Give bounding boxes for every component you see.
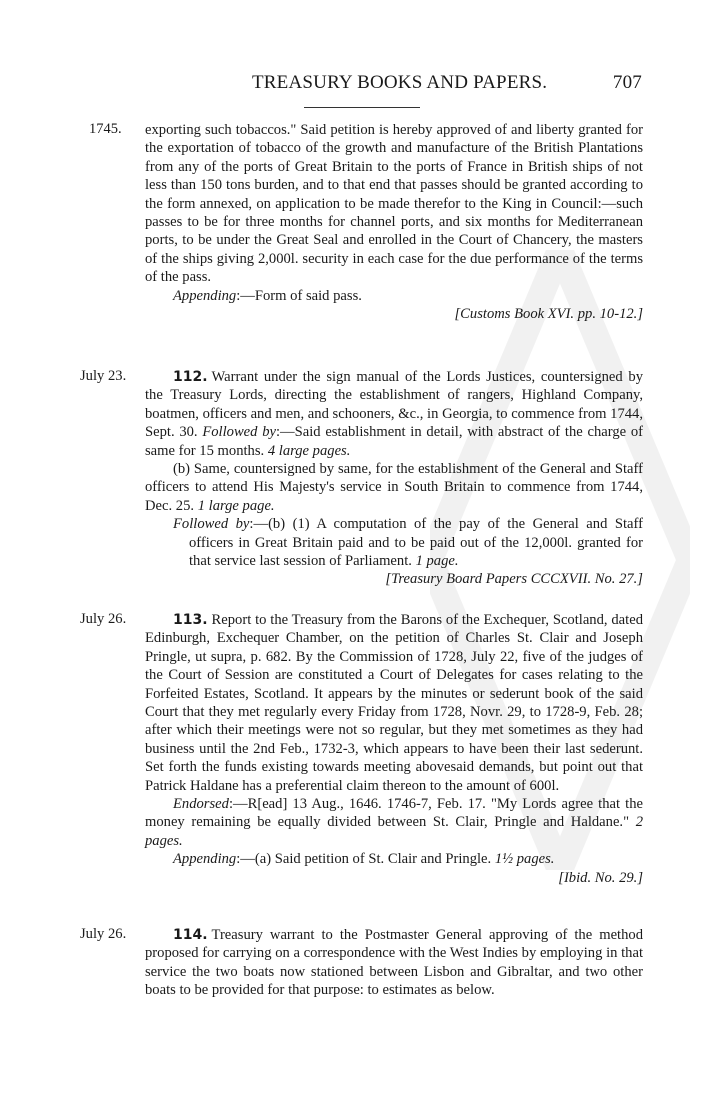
continuation-text: exporting such tobaccos." Said petition is hereby approved of and liberty granted for the exportation of tobacco of the growth and manufacture of the British Plantations from any of the ports of Great Britain to the ports of France in British ships of not less than 150 tons burden, and to that end that passes should be granted according to the form annexed, on application to be made therefor to the King in Council:—such passes to be for three months for channel ports, and six months for Mediterranean ports, to be under the Great Seal and enrolled in the Court of Chancery, the masters of the ships giving 2,000l. security in each case for the due performance of the terms of the pass. bbox=[145, 122, 643, 286]
entry-date-114: July 26. bbox=[80, 926, 127, 942]
entry-113-appending: Appending:—(a) Said petition of St. Clair and Pringle. 1½ pages. bbox=[173, 851, 555, 868]
margin-year: 1745. bbox=[89, 121, 122, 137]
appending-line: Appending:—Form of said pass. bbox=[173, 287, 362, 304]
page-number: 707 bbox=[612, 72, 642, 93]
entry-113-endorsed: Endorsed:—R[ead] 13 Aug., 1646. 1746-7, Feb. 17. "My Lords agree that the money remaining be equally divided between St. Clair, Pringle and Haldane." 2 pages. bbox=[145, 796, 643, 849]
entry-113 bbox=[145, 611, 643, 887]
source-reference: [Treasury Board Papers CCCXVII. No. 27.] bbox=[385, 571, 643, 588]
entry-113-text: 113. Report to the Treasury from the Barons of the Exchequer, Scotland, dated Edinburgh, Exchequer Chamber, on the petition of Charles St. Clair and Joseph Pringle, ut supra, p. 682. By the Commission of 1728, July 22, five of the judges of the Court of Session are constituted a Court of Delegates for cases relating to the Forfeited Estates, Scotland. It appears by the minutes or sederunt book of the said Court that they met regularly every Friday from 1728, Novr. 29, to 1728-9, Feb. 28; after which their meetings were not so regular, but they met sometimes as they had business until the 2nd Feb., 1732-3, which appears to have been their last sederunt. Set forth the funds existing towards meeting abovesaid demands, but point out that Patrick Haldane has a preferential claim thereon to the amount of 600l. bbox=[145, 612, 643, 794]
entry-112-text: 112. Warrant under the sign manual of the Lords Justices, countersigned by the Treasury Lords, directing the establishment of rangers, Highland Company, boatmen, officers and men, and schooners, &c., in Georgia, to commence from 1744, Sept. 30. Followed by:—Said establishment in detail, with abstract of the charge of same for 15 months. 4 large pages. bbox=[145, 369, 643, 459]
source-reference: [Ibid. No. 29.] bbox=[558, 869, 643, 886]
running-title: TREASURY BOOKS AND PAPERS. bbox=[252, 72, 548, 93]
entry-112 bbox=[145, 368, 643, 589]
entry-112-b: (b) Same, countersigned by same, for the establishment of the General and Staff officers to attend His Majesty's service in South Britain to commence from 1744, Dec. 25. 1 large page. bbox=[145, 461, 643, 514]
entry-date-113: July 26. bbox=[80, 611, 127, 627]
header-rule bbox=[304, 107, 420, 108]
entry-112-b-followed: Followed by:—(b) (1) A computation of the pay of the General and Staff officers in Great Britain paid and to be paid out of the 12,000l. granted for that service last session of Parliament. 1 page. bbox=[173, 516, 643, 570]
entry-continuation bbox=[145, 121, 643, 323]
entry-114-text: 114. Treasury warrant to the Postmaster General approving of the method proposed for carrying on a correspondence with the West Indies by employing in that service the two boats now stationed between Lisbon and Gibraltar, and two other boats to be provided for that purpose: to estimates as below. bbox=[145, 927, 643, 999]
entry-date-112: July 23. bbox=[80, 368, 127, 384]
source-reference: [Customs Book XVI. pp. 10-12.] bbox=[454, 306, 643, 323]
entry-114 bbox=[145, 926, 643, 1000]
